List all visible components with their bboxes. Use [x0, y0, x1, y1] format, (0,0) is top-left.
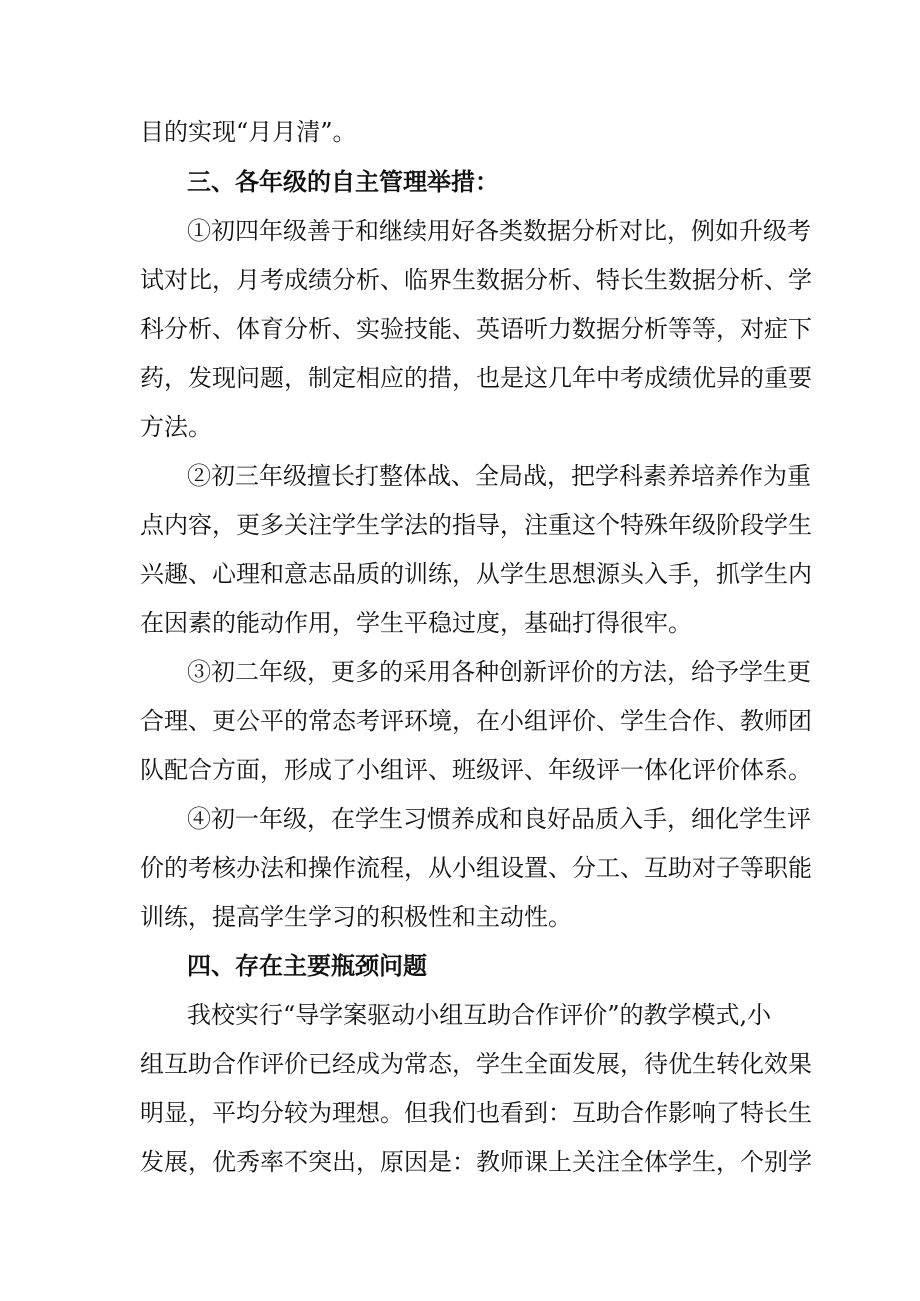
paragraph-line: ②初三年级擅长打整体战、全局战，把学科素养培养作为重: [187, 462, 811, 490]
section-heading-4: 四、存在主要瓶颈问题: [187, 952, 427, 980]
paragraph-line: 训练，提高学生学习的积极性和主动性。: [140, 903, 572, 931]
paragraph-line: 在因素的能动作用，学生平稳过度，基础打得很牢。: [140, 609, 692, 637]
paragraph-line: 组互助合作评价已经成为常态，学生全面发展，待优生转化效果: [140, 1050, 812, 1078]
section-heading-3: 三、各年级的自主管理举措：: [187, 168, 499, 196]
paragraph-line: 发展，优秀率不突出，原因是：教师课上关注全体学生，个别学: [140, 1148, 812, 1176]
paragraph-line: ④初一年级，在学生习惯养成和良好品质入手，细化学生评: [187, 805, 811, 833]
paragraph-line: 试对比，月考成绩分析、临界生数据分析、特长生数据分析、学: [140, 266, 812, 294]
paragraph-line: 科分析、体育分析、实验技能、英语听力数据分析等等，对症下: [140, 315, 812, 343]
paragraph-line: 方法。: [140, 413, 212, 441]
paragraph-line: ①初四年级善于和继续用好各类数据分析对比，例如升级考: [187, 217, 811, 245]
paragraph-line: 我校实行“导学案驱动小组互助合作评价”的教学模式,小: [187, 1001, 772, 1029]
paragraph-line: 点内容，更多关注学生学法的指导，注重这个特殊年级阶段学生: [140, 511, 812, 539]
paragraph-line: ③初二年级，更多的采用各种创新评价的方法，给予学生更: [187, 658, 811, 686]
paragraph-line: 药，发现问题，制定相应的措，也是这几年中考成绩优异的重要: [140, 364, 812, 392]
paragraph-line: 价的考核办法和操作流程，从小组设置、分工、互助对子等职能: [140, 854, 812, 882]
paragraph-line: 明显，平均分较为理想。但我们也看到：互助合作影响了特长生: [140, 1099, 812, 1127]
paragraph-line: 目的实现“月月清”。: [140, 118, 357, 146]
paragraph-line: 兴趣、心理和意志品质的训练，从学生思想源头入手，抓学生内: [140, 560, 812, 588]
paragraph-line: 合理、更公平的常态考评环境，在小组评价、学生合作、教师团: [140, 707, 812, 735]
paragraph-line: 队配合方面，形成了小组评、班级评、年级评一体化评价体系。: [140, 756, 812, 784]
